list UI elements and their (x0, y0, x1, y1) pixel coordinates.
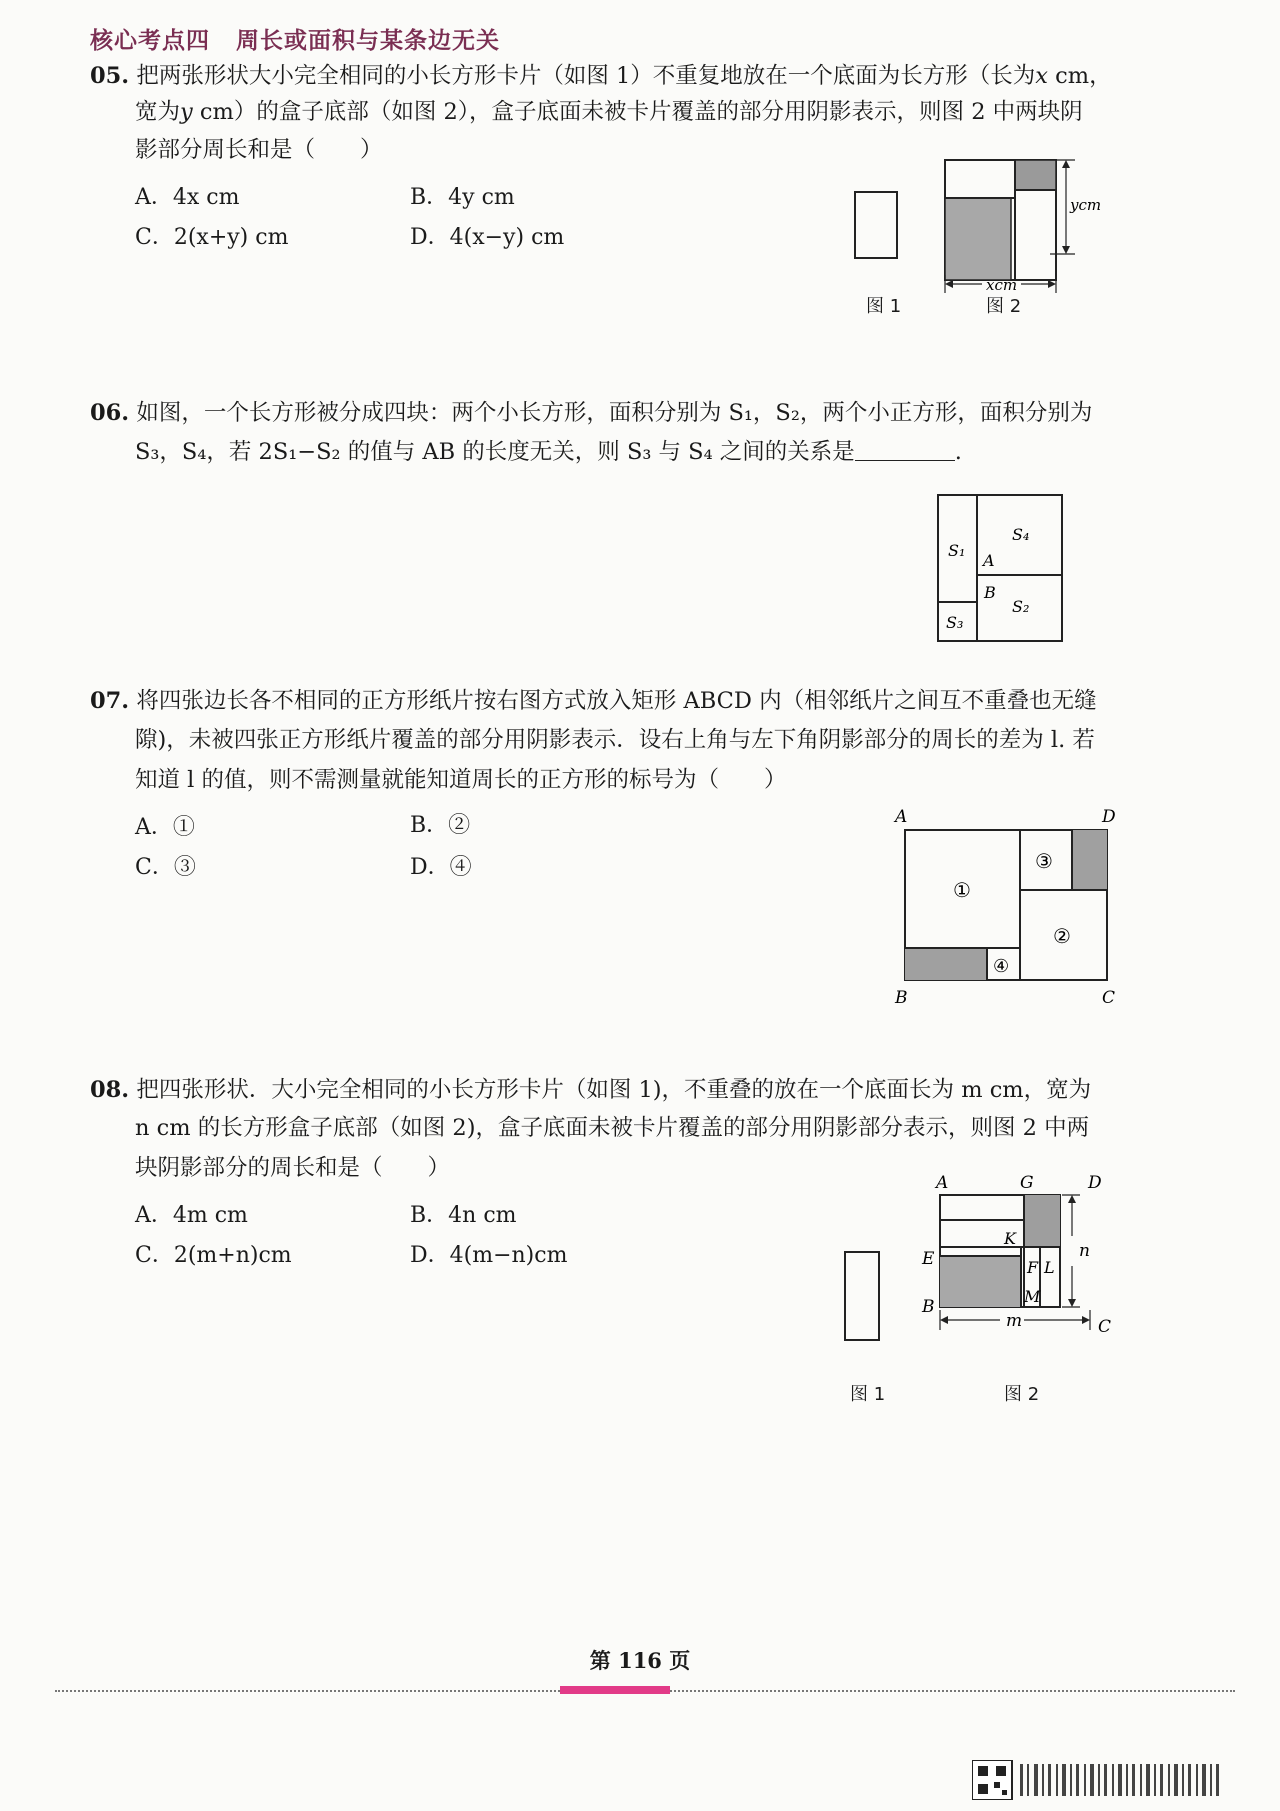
q06-text-2-end: . (954, 439, 962, 465)
q05-fig1-card (855, 192, 897, 258)
q05-shade-top-right (1015, 160, 1056, 190)
q07-option-a[interactable]: A．① (135, 815, 195, 840)
q05-text-1: 把两张形状大小完全相同的小长方形卡片（如图 1）不重复地放在一个底面为长方形（长为 (136, 63, 1036, 89)
q06-label-s2: S₂ (1012, 597, 1030, 616)
q05-label-y: ycm (1070, 196, 1102, 214)
q08-fig2-caption: 图 2 (1004, 1384, 1040, 1405)
q07-label-3: ③ (1035, 849, 1053, 873)
q07-option-b[interactable]: B．② (410, 813, 471, 838)
q05-text-2b: cm）的盒子底部（如图 2），盒子底面未被卡片覆盖的部分用阴影表示，则图 2 中两块阴 (192, 99, 1083, 125)
q08-number: 08. (90, 1077, 130, 1103)
q07-label-1: ① (953, 878, 971, 902)
q07-label-2: ② (1053, 924, 1071, 948)
q05-line1 (90, 58, 1112, 94)
q07-label-c: C (1102, 988, 1116, 1008)
q07-label-d: D (1102, 807, 1116, 827)
q08-label-b: B (922, 1297, 935, 1317)
section-title (90, 22, 500, 55)
q05-fig2-caption: 图 2 (986, 296, 1022, 317)
q07-option-c[interactable]: C．③ (135, 855, 196, 880)
section-topic: 周长或面积与某条边无关 (236, 28, 500, 54)
q05-option-b[interactable]: B．4y cm (410, 185, 515, 210)
q08-line2: n cm 的长方形盒子底部（如图 2)，盒子底面未被卡片覆盖的部分用阴影部分表示，则图 2 中两 (135, 1115, 1090, 1141)
q06-label-a: A (983, 551, 995, 570)
q06-label-s4: S₄ (1012, 525, 1030, 544)
q06-answer-blank[interactable] (855, 438, 955, 461)
q08-label-k: K (1004, 1229, 1016, 1248)
q08-label-m: m (1006, 1311, 1023, 1331)
q08-figures (830, 1160, 1140, 1360)
q07-label-b: B (895, 988, 908, 1008)
q08-option-c[interactable]: C．2(m+n)cm (135, 1243, 292, 1268)
q06-number: 06. (90, 400, 130, 426)
q07-label-4: ④ (993, 956, 1010, 977)
q05-line3: 影部分周长和是（ ） (135, 137, 383, 163)
q06-line1 (90, 395, 1092, 431)
q07-shade-bottom-left (905, 948, 987, 980)
q08-label-g: G (1020, 1173, 1034, 1193)
q08-label-e: E (922, 1249, 935, 1269)
q05-text-1-end: cm， (1048, 63, 1112, 89)
q07-number: 07. (90, 688, 130, 714)
q07-line3: 知道 l 的值，则不需测量就能知道周长的正方形的标号为（ ） (135, 767, 787, 793)
q08-label-d: D (1088, 1173, 1102, 1193)
q06-line2 (135, 434, 962, 470)
q05-option-a[interactable]: A．4x cm (135, 185, 240, 210)
q08-shade-top-right (1024, 1195, 1060, 1247)
q07-figure (880, 800, 1130, 1015)
q08-label-a: A (936, 1173, 949, 1193)
page-number: 第 116 页 (589, 1648, 691, 1673)
q05-number: 05. (90, 63, 130, 89)
q07-line1 (90, 683, 1097, 719)
q07-label-a: A (895, 807, 908, 827)
barcode-graphic (972, 1760, 1227, 1800)
q08-fig1-card (845, 1252, 879, 1340)
q08-shade-bottom-left (940, 1256, 1021, 1307)
q08-option-b[interactable]: B．4n cm (410, 1203, 517, 1228)
q05-text-2a: 宽为 (135, 99, 181, 125)
q05-label-x: xcm (986, 276, 1018, 294)
q08-option-d[interactable]: D．4(m−n)cm (410, 1243, 568, 1268)
q05-fig1-caption: 图 1 (866, 296, 902, 317)
q07-line2: 隙)，未被四张正方形纸片覆盖的部分用阴影表示．设右上角与左下角阴影部分的周长的差为 l. 若 (135, 727, 1095, 753)
q05-line2 (135, 94, 1083, 130)
q08-label-m-point: M (1024, 1287, 1041, 1306)
q05-option-d[interactable]: D．4(x−y) cm (410, 225, 565, 250)
q08-fig1-caption: 图 1 (850, 1384, 886, 1405)
q05-var-y: y (180, 99, 193, 125)
q06-text-1: 如图，一个长方形被分成四块：两个小长方形，面积分别为 S₁，S₂，两个小正方形，面积分别为 (136, 400, 1093, 426)
section-label: 核心考点四 (90, 28, 210, 54)
q06-label-s3: S₃ (946, 613, 964, 632)
q06-text-2: S₃，S₄，若 2S₁−S₂ 的值与 AB 的长度无关，则 S₃ 与 S₄ 之间的关系是 (135, 439, 855, 465)
q08-label-l: L (1044, 1258, 1055, 1277)
q08-line1 (90, 1072, 1091, 1108)
q08-label-c: C (1098, 1317, 1112, 1337)
q05-option-c[interactable]: C．2(x+y) cm (135, 225, 289, 250)
q07-option-d[interactable]: D．④ (410, 855, 472, 880)
q06-figure (930, 490, 1070, 650)
footer-accent-bar (560, 1686, 670, 1694)
q07-text-1: 将四张边长各不相同的正方形纸片按右图方式放入矩形 ABCD 内（相邻纸片之间互不重叠也无缝 (136, 688, 1097, 714)
q08-label-f: F (1027, 1258, 1039, 1277)
q08-label-n: n (1079, 1241, 1090, 1261)
q08-option-a[interactable]: A．4m cm (135, 1203, 248, 1228)
q06-label-s1: S₁ (948, 541, 966, 560)
q08-text-1: 把四张形状．大小完全相同的小长方形卡片（如图 1)，不重叠的放在一个底面长为 m cm，宽为 (136, 1077, 1092, 1103)
q05-shade-bottom-left (945, 198, 1011, 280)
q06-label-b: B (984, 583, 996, 602)
q08-line3: 块阴影部分的周长和是（ ） (135, 1155, 451, 1181)
q05-var-x: x (1035, 63, 1048, 89)
